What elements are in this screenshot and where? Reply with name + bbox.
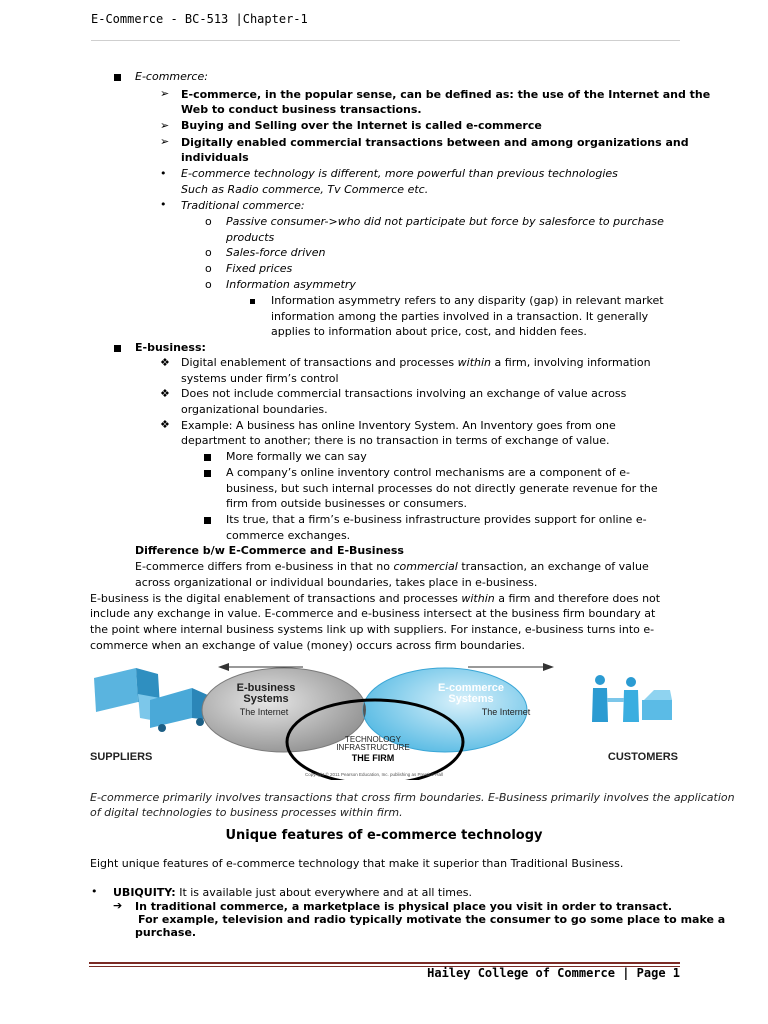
square-bullet-icon xyxy=(204,467,211,481)
ebusiness-example-line2: department to another; there is no transaction in terms of exchange of value. xyxy=(181,434,610,447)
customers-people-icon xyxy=(592,675,672,722)
ebusiness-paragraph-line2: include any exchange in value. E-commerce and e-business intersect at the business firm boundary at xyxy=(90,607,656,620)
ecommerce-definition-line1: E-commerce, in the popular sense, can be defined as: the use of the Internet and the xyxy=(181,88,711,101)
arrowhead-bullet-icon: ➢ xyxy=(160,135,170,148)
traditional-commerce-heading: Traditional commerce: xyxy=(181,199,305,212)
information-asymmetry-text: Information asymmetry xyxy=(226,278,356,291)
formally-text: More formally we can say xyxy=(226,450,367,463)
ebusiness-point2-line2: organizational boundaries. xyxy=(181,403,328,416)
ebusiness-example-line1: Example: A business has online Inventory System. An Inventory goes from one xyxy=(181,419,616,432)
square-bullet-icon xyxy=(204,451,211,465)
ebusiness-paragraph-line4: commerce when an exchange of value (money) occurs across firm boundaries. xyxy=(90,639,525,652)
diagram-caption-line2: of digital technologies to business processes within firm. xyxy=(90,806,403,819)
digitally-enabled-line2: individuals xyxy=(181,151,249,164)
page-header: E-Commerce - BC-513 |Chapter-1 xyxy=(91,12,308,26)
digitally-enabled-line1: Digitally enabled commercial transactions between and among organizations and xyxy=(181,136,689,149)
buying-selling-text: Buying and Selling over the Internet is called e-commerce xyxy=(181,119,542,132)
ecommerce-ebusiness-diagram xyxy=(88,660,680,780)
infrastructure-label: INFRASTRUCTURE xyxy=(336,743,410,752)
right-arrow-bullet-icon: ➔ xyxy=(113,899,123,912)
fixed-prices-text: Fixed prices xyxy=(226,262,293,275)
passive-consumer-line1: Passive consumer->who did not participate but force by salesforce to purchase xyxy=(226,215,664,228)
television-radio-line1: For example, television and radio typically motivate the consumer to go some place to make a xyxy=(138,913,726,926)
ecommerce-definition-line2: Web to conduct business transactions. xyxy=(181,103,422,116)
square-bullet-icon xyxy=(204,514,211,528)
inventory-control-line2: business, but such internal processes do not directly generate revenue for the xyxy=(226,482,658,495)
technology-line2: Such as Radio commerce, Tv Commerce etc. xyxy=(181,183,429,196)
television-radio-line2: purchase. xyxy=(135,926,197,939)
ecommerce-heading: E-commerce: xyxy=(135,70,208,83)
header-rule xyxy=(91,40,680,41)
difference-heading: Difference b/w E-Commerce and E-Business xyxy=(135,544,404,557)
ebusiness-point1-line1: Digital enablement of transactions and processes within a firm, involving information xyxy=(181,356,651,369)
unique-features-intro: Eight unique features of e-commerce technology that make it superior than Traditional Business. xyxy=(90,857,624,870)
technology-line1: E-commerce technology is different, more powerful than previous technologies xyxy=(181,167,618,180)
dot-bullet-icon: • xyxy=(91,885,98,898)
infrastructure-line1: Its true, that a firm’s e-business infrastructure provides support for online e- xyxy=(226,513,647,526)
internet-right-label: The Internet xyxy=(481,707,531,717)
ebusiness-label-line1: E-business xyxy=(236,682,296,694)
technology-label: TECHNOLOGY xyxy=(344,735,402,744)
ebusiness-point2-line1: Does not include commercial transactions involving an exchange of value across xyxy=(181,387,627,400)
difference-line1: E-commerce differs from e-business in that no commercial transaction, an exchange of value xyxy=(135,560,649,573)
info-asymmetry-def-line3: applies to information about price, cost, and hidden fees. xyxy=(271,325,587,338)
ebusiness-paragraph-line1: E-business is the digital enablement of transactions and processes within a firm and therefore does not xyxy=(90,592,661,605)
passive-consumer-line2: products xyxy=(226,231,275,244)
arrowhead-bullet-icon: ➢ xyxy=(160,119,170,132)
ebusiness-heading: E-business: xyxy=(135,341,206,354)
ebusiness-paragraph-line3: the point where internal business systems link up with suppliers. For instance, e-business turns into e- xyxy=(90,623,655,636)
circle-bullet-icon: o xyxy=(205,262,212,275)
page-footer: Hailey College of Commerce | Page 1 xyxy=(427,966,680,980)
ecommerce-label-line1: E-commerce xyxy=(437,682,505,694)
difference-line2: across organizational or individual boundaries, takes place in e-business. xyxy=(135,576,538,589)
diamond-bullet-icon: ❖ xyxy=(160,356,170,369)
copyright-text: Copyright © 2011 Pearson Education, Inc. publishing as Prentice Hall xyxy=(304,772,444,777)
circle-bullet-icon: o xyxy=(205,278,212,291)
ebusiness-point1-line2: systems under firm’s control xyxy=(181,372,339,385)
sales-force-text: Sales-force driven xyxy=(226,246,326,259)
ecommerce-label-line2: Systems xyxy=(448,693,494,705)
traditional-marketplace-line: In traditional commerce, a marketplace is physical place you visit in order to transact. xyxy=(135,900,673,913)
circle-bullet-icon: o xyxy=(205,215,212,228)
supplier-truck-icon xyxy=(94,668,210,732)
the-firm-label: THE FIRM xyxy=(351,753,395,763)
dot-bullet-icon: • xyxy=(160,167,167,180)
diamond-bullet-icon: ❖ xyxy=(160,418,170,431)
arrowhead-bullet-icon: ➢ xyxy=(160,87,170,100)
diagram-caption-line1: E-commerce primarily involves transactions that cross firm boundaries. E-Business primarily involves the application xyxy=(90,791,735,804)
circle-bullet-icon: o xyxy=(205,246,212,259)
dot-bullet-icon: • xyxy=(160,198,167,211)
right-arrow-icon xyxy=(468,663,554,671)
inventory-control-line3: firm from outside businesses or consumers. xyxy=(226,497,467,510)
square-bullet-icon xyxy=(114,71,121,85)
info-asymmetry-def-line2: information among the parties involved in a transaction. It generally xyxy=(271,310,649,323)
suppliers-label: SUPPLIERS xyxy=(90,751,153,763)
unique-features-title: Unique features of e-commerce technology xyxy=(225,828,543,843)
inventory-control-line1: A company’s online inventory control mechanisms are a component of e- xyxy=(226,466,630,479)
customers-label: CUSTOMERS xyxy=(607,751,678,763)
info-asymmetry-def-line1: Information asymmetry refers to any disparity (gap) in relevant market xyxy=(271,294,664,307)
diamond-bullet-icon: ❖ xyxy=(160,387,170,400)
ubiquity-line: UBIQUITY: It is available just about everywhere and at all times. xyxy=(113,886,473,899)
ebusiness-label-line2: Systems xyxy=(243,693,289,705)
internet-left-label: The Internet xyxy=(239,707,289,717)
infrastructure-line2: commerce exchanges. xyxy=(226,529,351,542)
footer-rule-thick xyxy=(89,962,680,964)
small-square-bullet-icon xyxy=(250,294,255,308)
square-bullet-icon xyxy=(114,342,121,356)
